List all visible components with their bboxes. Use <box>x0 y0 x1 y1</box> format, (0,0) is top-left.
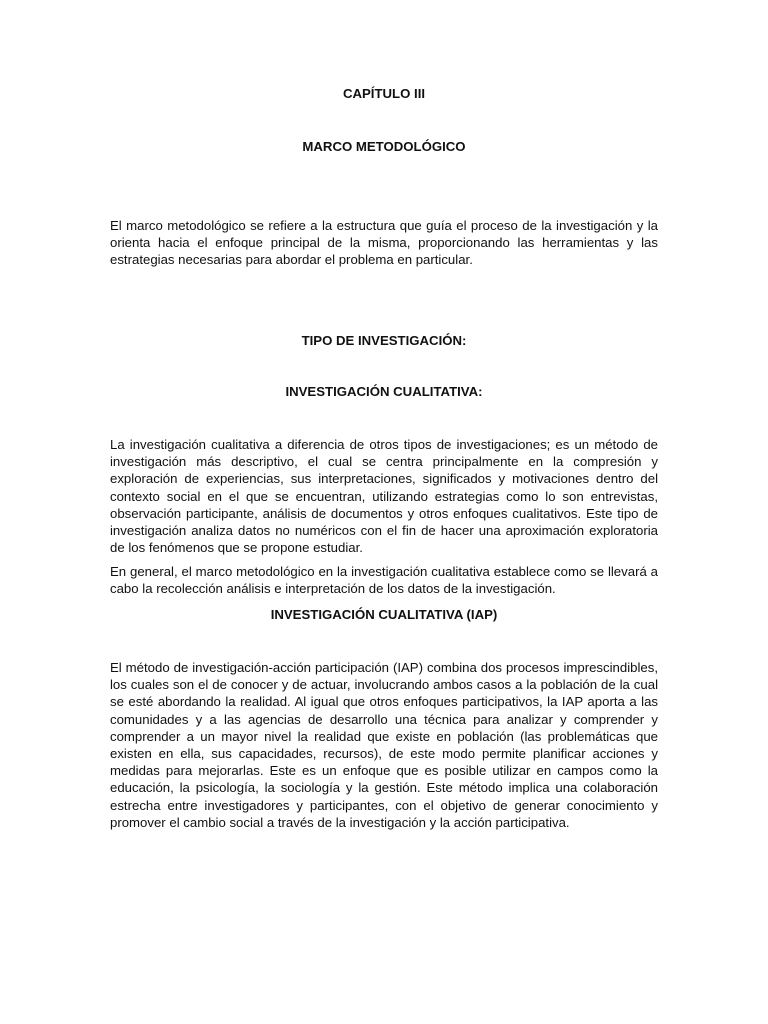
chapter-heading: CAPÍTULO III <box>342 86 426 101</box>
qualitative-summary-paragraph: En general, el marco metodológico en la investigación cualitativa establece como se llevará a cabo la recolección análisis e interpretación de los datos de la investigación. <box>110 564 658 597</box>
iap-heading: INVESTIGACIÓN CUALITATIVA (IAP) <box>270 607 498 622</box>
type-heading: TIPO DE INVESTIGACIÓN: <box>301 333 467 348</box>
iap-paragraph: El método de investigación-acción participación (IAP) combina dos procesos imprescindibles, los cuales son el de conocer y de actuar, involucrando ambos casos a la población de la cual se esté abordando la realidad. Al igual que otros enfoques participativos, la IAP aporta a las comunidades y a las agencias de desarrollo una técnica para analizar y comprender y comprender a un mayor nivel la realidad que existe en población (las problemáticas que existen en ella, sus capacidades, recursos), de este modo permite planificar acciones y medidas para mejorarlas. Este es un enfoque que es posible utilizar en campos como la educación, la psicología, la sociología y la gestión. Este método implica una colaboración estrecha entre investigadores y participantes, con el objetivo de generar conocimiento y promover el cambio social a través de la investigación y la acción participativa. <box>110 660 658 830</box>
qualitative-heading: INVESTIGACIÓN CUALITATIVA: <box>285 384 483 399</box>
qualitative-paragraph: La investigación cualitativa a diferencia de otros tipos de investigaciones; es un método de investigación más descriptivo, el cual se centra principalmente en la compresión y exploración de experiencias, sus interpretaciones, significados y motivaciones dentro del contexto social en el que se encuentran, utilizando estrategias como lo son entrevistas, observación participante, análisis de documentos y otros enfoques cualitativos. Este tipo de investigación analiza datos no numéricos con el fin de hacer una aproximación exploratoria de los fenómenos que se propone estudiar. <box>110 437 658 556</box>
section-heading: MARCO METODOLÓGICO <box>302 139 466 154</box>
intro-paragraph: El marco metodológico se refiere a la estructura que guía el proceso de la investigación y la orienta hacia el enfoque principal de la misma, proporcionando las herramientas y las estrategias necesarias para abordar el problema en particular. <box>110 218 658 268</box>
